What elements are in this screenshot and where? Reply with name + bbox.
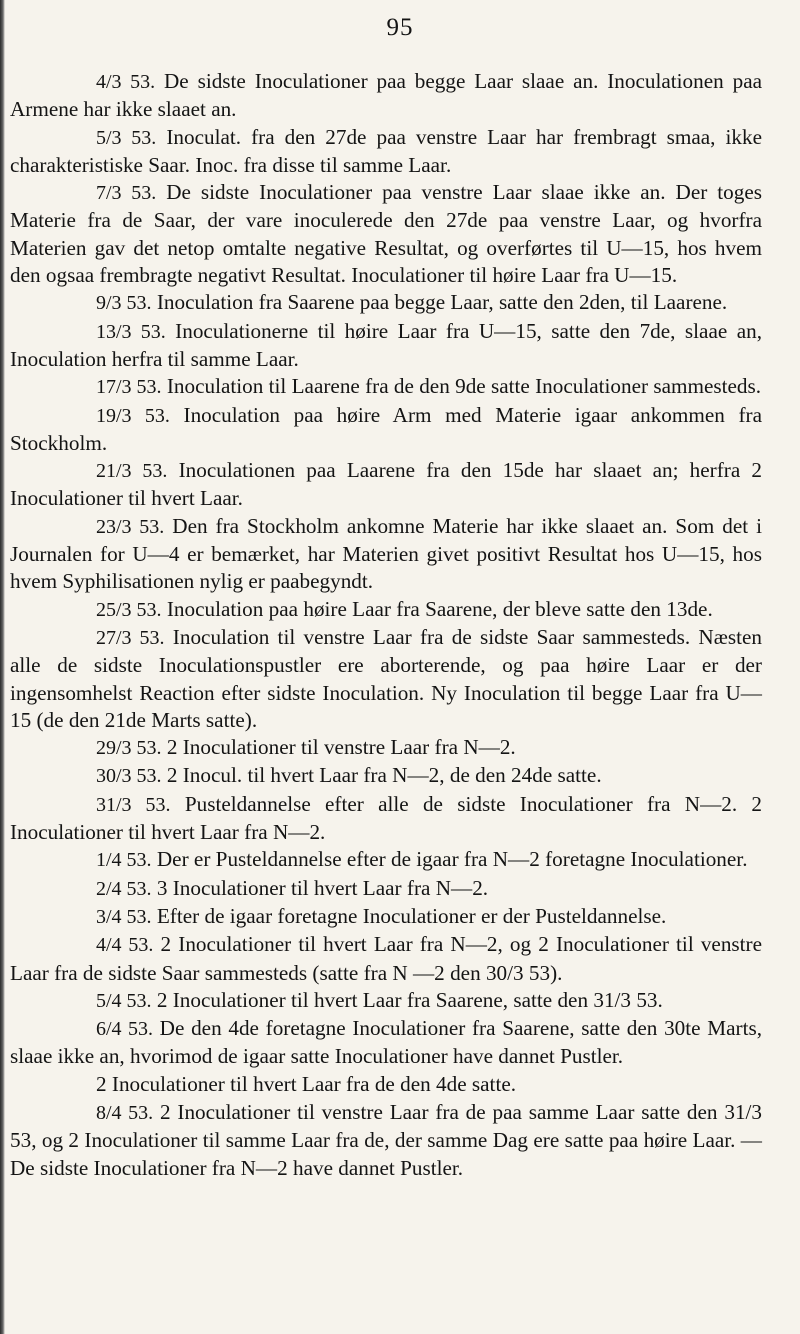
entry-text: 2 Inoculationer til hvert Laar fra N—2, og 2 Inoculationer til venstre Laar fra de sidste Saar sammesteds (satte fra N —2 den 30/3 53).	[10, 932, 763, 985]
entry-text: Inoculation til venstre Laar fra de sidste Saar sammesteds. Næsten alle de sidste Inoculationspustler ere aborterende, og paa høire Laar er der ingensomhelst Reaction efter sidste Inoculation. Ny Inoculation til begge Laar fra U—15 (de den 21de Marts satte).	[10, 624, 762, 732]
entry-date: 25/3 53.	[96, 598, 162, 621]
entry-text: Pusteldannelse efter alle de sidste Inoculationer fra N—2. 2 Inoculationer til hvert Laar fra N—2.	[10, 791, 763, 845]
journal-entry	[10, 987, 762, 1015]
entry-date: 5/4 53.	[96, 989, 152, 1012]
entry-text: 2 Inoculationer til hvert Laar fra Saarene, satte den 31/3 53.	[156, 987, 663, 1012]
entry-date: 7/3 53.	[96, 182, 157, 205]
entry-date: 3/4 53.	[96, 905, 152, 928]
entry-text: De den 4de foretagne Inoculationer fra Saarene, satte den 30te Marts, slaae ikke an, hvorimod de igaar satte Inoculationer have dannet Pustler.	[10, 1016, 762, 1069]
entry-date: 30/3 53.	[96, 765, 162, 788]
entry-date: 5/3 53.	[96, 126, 157, 149]
entry-text: Inoculationen paa Laarene fra den 15de har slaaet an; herfra 2 Inoculationer til hvert Laar.	[10, 458, 762, 511]
entry-text: De sidste Inoculationer paa venstre Laar slaae ikke an. Der toges Materie fra de Saar, der vare inoculerede den 27de paa venstre Laar, og hvorfra Materien gav det netop omtalte negative Resultat, og overførtes til U—15, hos hvem den ogsaa frembragte negativt Resultat. Inoculationer til høire Laar fra U—15.	[10, 180, 762, 288]
entry-date: 4/3 53.	[96, 71, 156, 93]
entry-date: 23/3 53.	[96, 515, 165, 538]
entry-text: 2 Inoculationer til venstre Laar fra de paa samme Laar satte den 31/3 53, og 2 Inoculationer til samme Laar fra de, der samme Dag ere satte paa høire Laar. — De sidste Inoculationer fra N—2 have dannet Pustler.	[10, 1099, 763, 1180]
journal-entry	[10, 373, 762, 401]
journal-entry	[10, 1015, 762, 1071]
journal-entry	[10, 513, 762, 596]
journal-entry	[10, 931, 762, 987]
entry-text: Inoculat. fra den 27de paa venstre Laar har frembragt smaa, ikke charakteristiske Saar. Inoc. fra disse til samme Laar.	[10, 124, 762, 177]
journal-entry	[10, 875, 762, 903]
journal-entry	[10, 318, 762, 374]
entry-date: 1/4 53.	[96, 849, 152, 872]
journal-entry	[10, 903, 762, 931]
entry-date: 19/3 53.	[96, 404, 170, 427]
page-number: 95	[386, 14, 414, 41]
entry-text: 2 Inoculationer til venstre Laar fra N—2.	[166, 735, 516, 760]
journal-entry	[10, 734, 762, 762]
journal-entry	[10, 402, 762, 458]
entry-text: Inoculation paa høire Laar fra Saarene, der bleve satte den 13de.	[166, 596, 713, 621]
entry-date: 17/3 53.	[96, 376, 162, 399]
entry-text: Inoculationerne til høire Laar fra U—15, satte den 7de, slaae an, Inoculation herfra til samme Laar.	[10, 318, 763, 371]
page-binding-edge	[0, 0, 5, 1334]
entry-text: 2 Inocul. til hvert Laar fra N—2, de den 24de satte.	[166, 763, 602, 788]
entry-date: 6/4 53.	[96, 1018, 153, 1041]
journal-entry	[10, 1071, 762, 1099]
entry-text: Inoculation til Laarene fra de den 9de satte Inoculationer sammesteds.	[166, 374, 762, 399]
journal-entry	[10, 124, 762, 180]
entry-date: 29/3 53.	[96, 737, 162, 760]
entry-date: 8/4 53.	[96, 1101, 154, 1124]
entry-date: 31/3 53.	[96, 793, 171, 816]
entry-text: Der er Pusteldannelse efter de igaar fra N—2 foretagne Inoculationer.	[156, 847, 748, 872]
entry-date: 27/3 53.	[96, 626, 165, 649]
journal-entry	[10, 762, 762, 790]
entry-text: 3 Inoculationer til hvert Laar fra N—2.	[156, 875, 489, 900]
journal-entry	[10, 179, 762, 289]
entry-text: Inoculation paa høire Arm med Materie igaar ankommen fra Stockholm.	[10, 402, 762, 455]
journal-text	[10, 68, 762, 1182]
entry-date: 13/3 53.	[96, 320, 166, 343]
entry-date: 4/4 53.	[96, 934, 154, 957]
journal-entry	[10, 791, 762, 847]
entry-text: Efter de igaar foretagne Inoculationer er der Pusteldannelse.	[156, 903, 667, 928]
journal-entry	[10, 289, 762, 317]
journal-entry	[10, 1099, 762, 1182]
entry-text: Den fra Stockholm ankomne Materie har ikke slaaet an. Som det i Journalen for U—4 er bemærket, har Materien givet positivt Resultat hos U—15, hos hvem Syphilisationen nylig er paabegyndt.	[10, 513, 763, 594]
journal-entry	[10, 68, 762, 124]
entry-date: 21/3 53.	[96, 460, 168, 483]
entry-text: 2 Inoculationer til hvert Laar fra de den 4de satte.	[96, 1071, 517, 1096]
journal-entry	[10, 624, 762, 734]
journal-entry	[10, 846, 762, 874]
journal-entry	[10, 596, 762, 624]
entry-date: 9/3 53.	[96, 292, 152, 315]
entry-text: De sidste Inoculationer paa begge Laar slaae an. Inoculationen paa Armene har ikke slaaet an.	[10, 69, 763, 122]
entry-text: Inoculation fra Saarene paa begge Laar, satte den 2den, til Laarene.	[156, 290, 728, 315]
journal-entry	[10, 457, 762, 513]
entry-date: 2/4 53.	[96, 877, 152, 900]
